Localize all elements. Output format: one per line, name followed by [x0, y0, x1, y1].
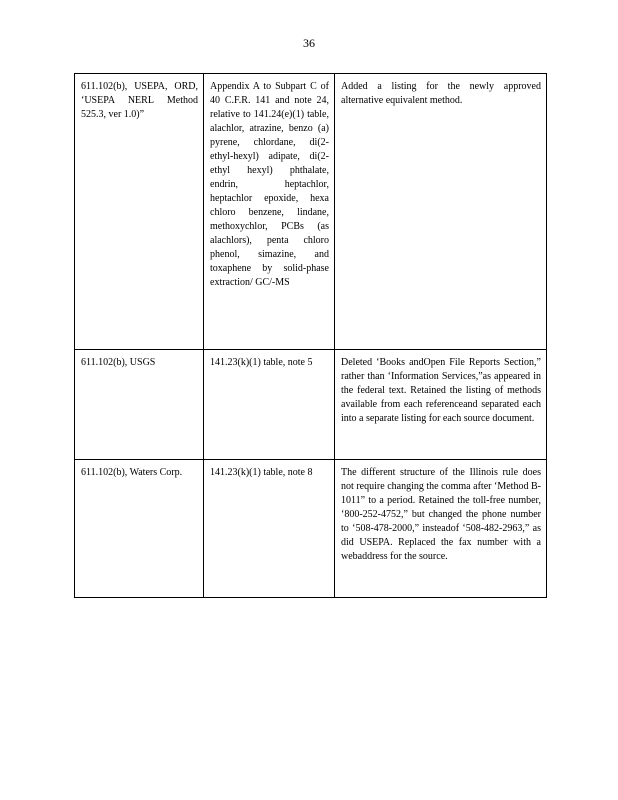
description-cell: Deleted ‘Books andOpen File Reports Section,” rather than ‘Information Services,”as appeared in the federal text. Retained the listing of methods available from each referenceand separated each into a separate listing for each source document. — [335, 350, 547, 460]
page-number: 36 — [303, 36, 315, 50]
table-row — [75, 460, 547, 598]
table-row — [75, 74, 547, 350]
description-cell: Added a listing for the newly approved alternative equivalent method. — [335, 74, 547, 350]
table-row — [75, 350, 547, 460]
amendments-table — [74, 73, 547, 598]
section-cell: 611.102(b), USGS — [75, 350, 204, 460]
section-cell: 611.102(b), Waters Corp. — [75, 460, 204, 598]
section-cell: 611.102(b), USEPA, ORD, ‘USEPA NERL Method 525.3, ver 1.0)” — [75, 74, 204, 350]
reference-cell: 141.23(k)(1) table, note 8 — [204, 460, 335, 598]
description-cell: The different structure of the Illinois rule does not require changing the comma after ‘Method B-1011” to a period. Retained the toll-free number, ‘800-252-4752,” but changed the phone number to ‘508-478-2000,” insteadof ‘508-482-2963,” as did USEPA. Replaced the fax number with a webaddress for the source. — [335, 460, 547, 598]
reference-cell: 141.23(k)(1) table, note 5 — [204, 350, 335, 460]
reference-cell: Appendix A to Subpart C of 40 C.F.R. 141 and note 24, relative to 141.24(e)(1) table, alachlor, atrazine, benzo (a) pyrene, chlordane, di(2-ethyl-hexyl) adipate, di(2-ethyl hexyl) phthalate, endrin, heptachlor, heptachlor epoxide, hexa chloro benzene, lindane, methoxychlor, PCBs (as alachlors), penta chloro phenol, simazine, and toxaphene by solid-phase extraction/ GC/-MS — [204, 74, 335, 350]
